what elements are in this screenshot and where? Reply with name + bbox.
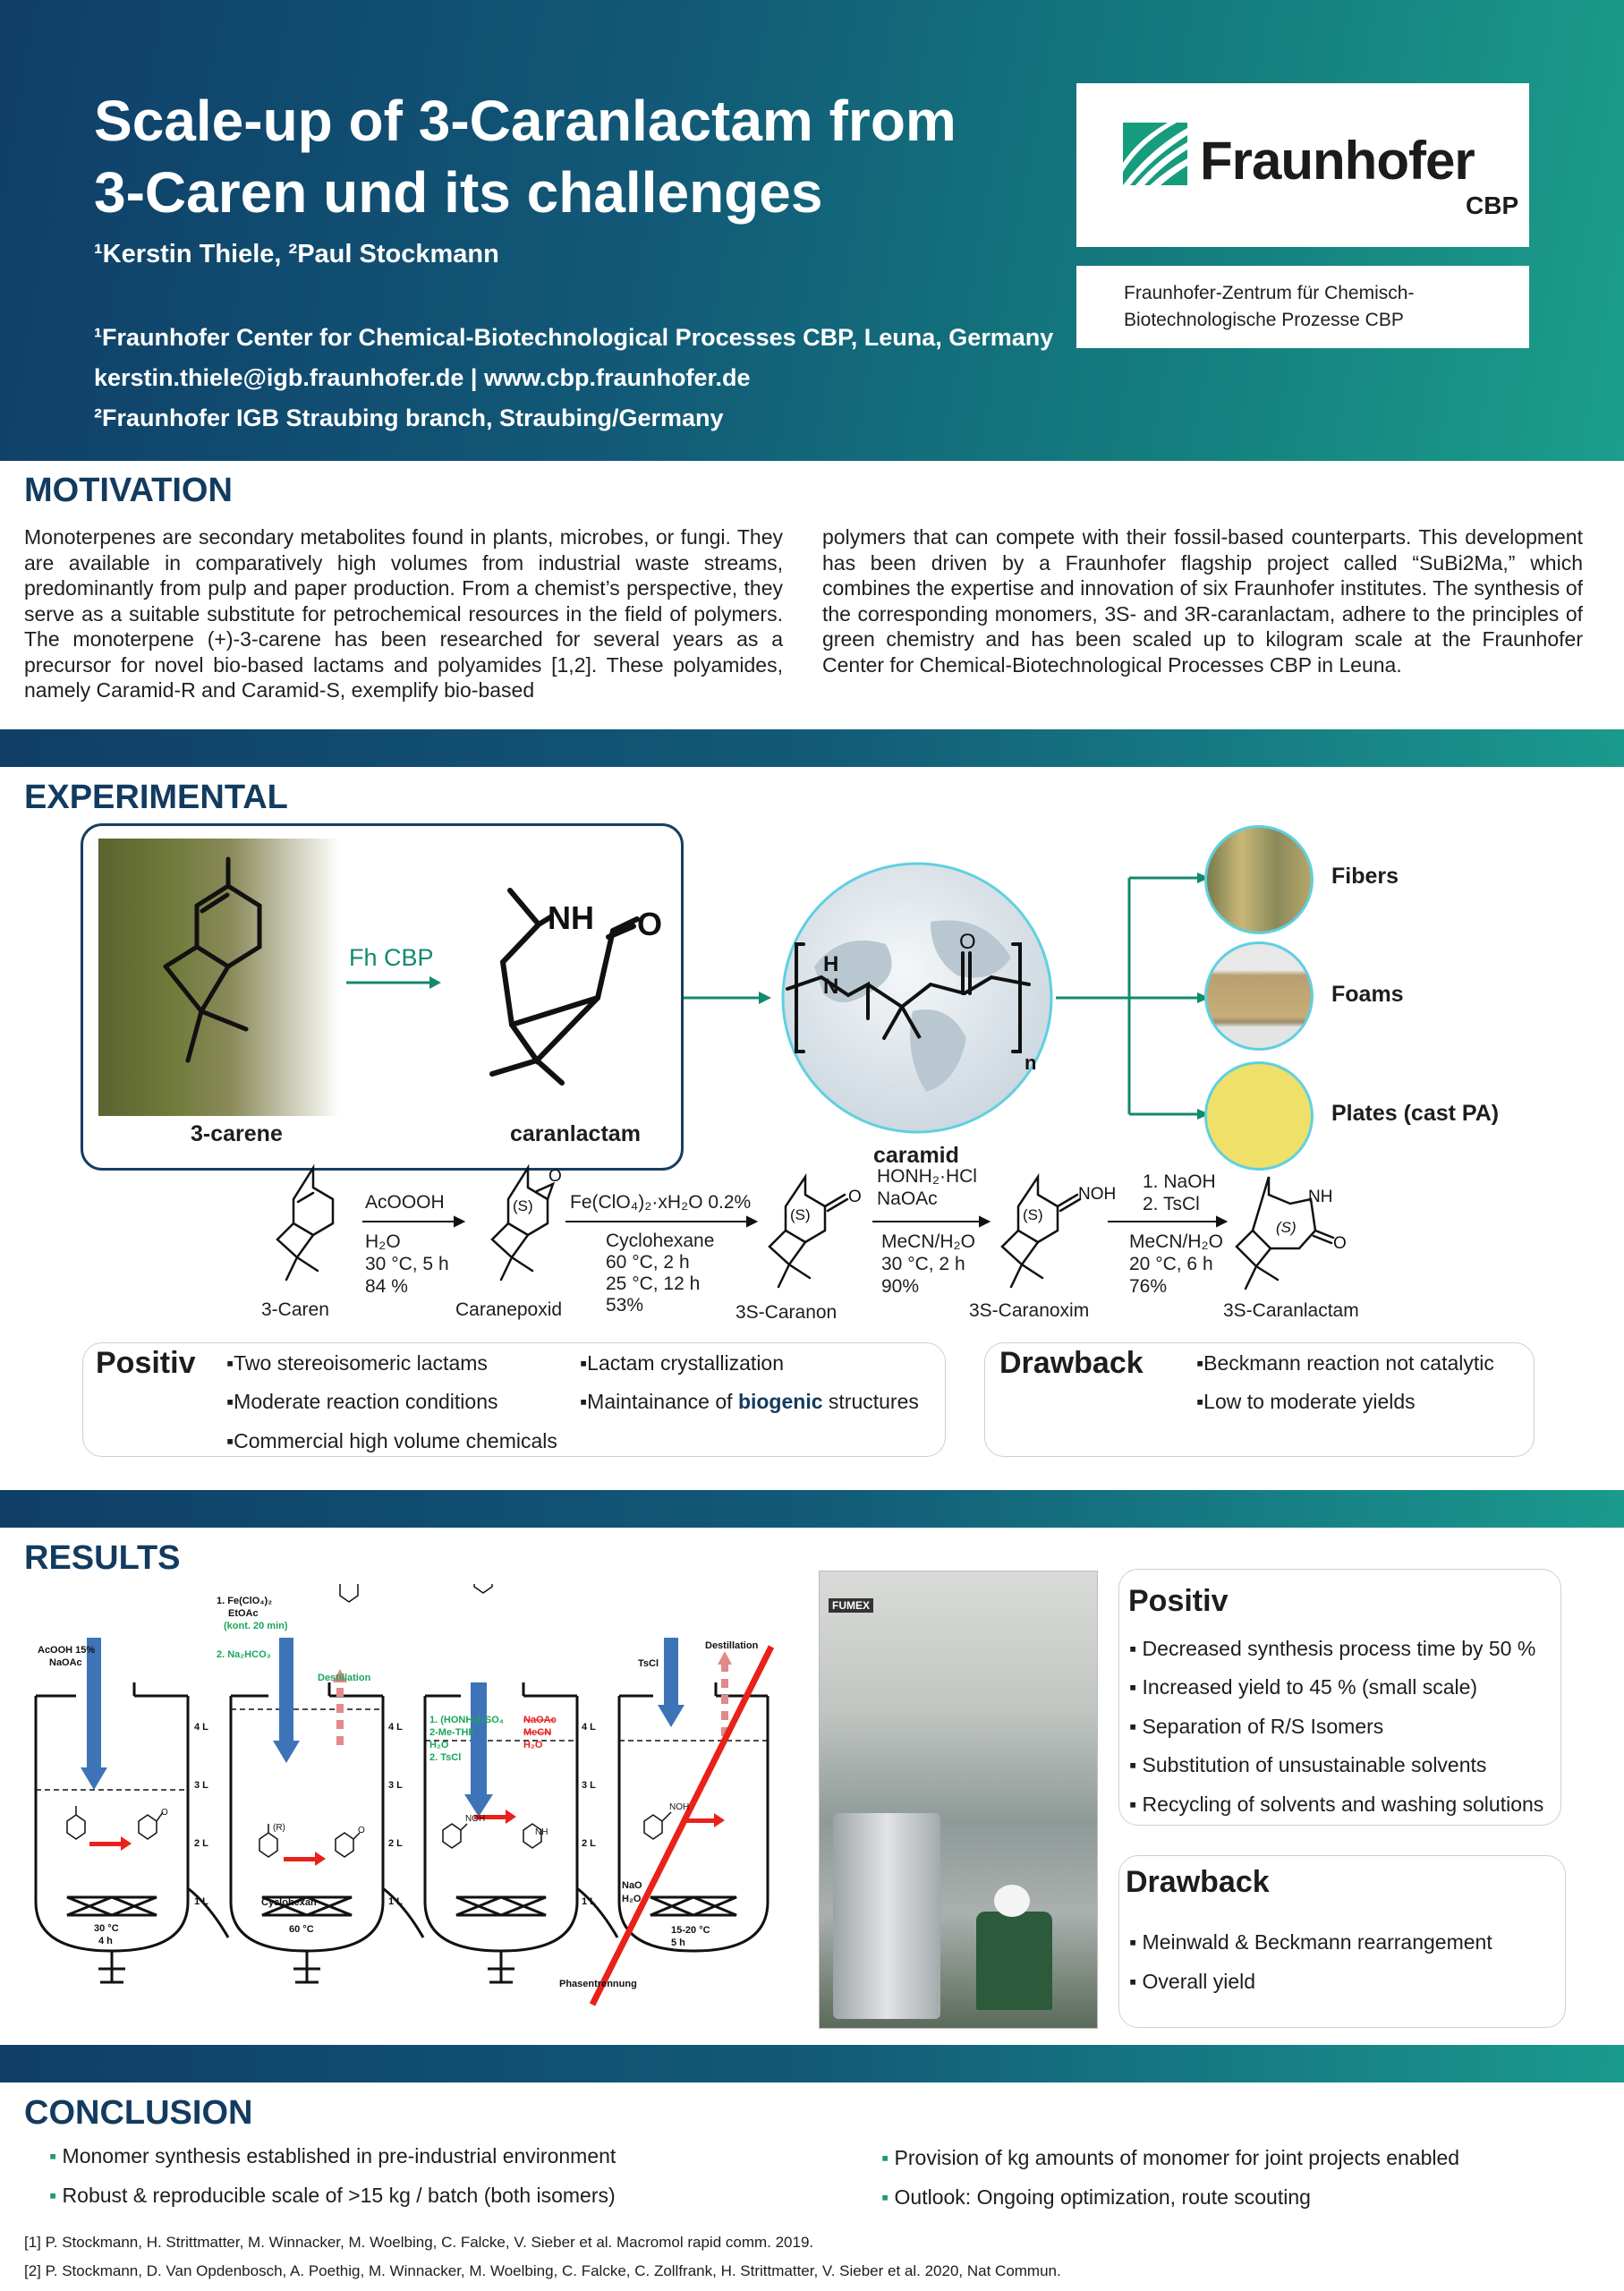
contact-line[interactable]: kerstin.thiele@igb.fraunhofer.de | www.cbp.fraunhofer.de [94, 364, 751, 391]
exp-drawback-item-1: ▪Beckmann reaction not catalytic [1196, 1351, 1494, 1375]
experimental-title: EXPERIMENTAL [24, 779, 288, 816]
exp-positiv-item-2: ▪Moderate reaction conditions [226, 1390, 498, 1413]
conclusion-left-1-text: Monomer synthesis established in pre-industrial environment [62, 2144, 616, 2168]
r4-distillation: Destillation [705, 1640, 759, 1651]
r1-top-2: NaOAc [49, 1657, 82, 1668]
step3-reagent-1: HONH₂·HCl [877, 1166, 977, 1187]
photo-operator [976, 1912, 1052, 2010]
photo-vessel [833, 1813, 940, 2019]
stereo-label-2: (S) [790, 1206, 811, 1223]
r2-level-2: 2 L [388, 1838, 403, 1849]
pilot-plant-photo [819, 1571, 1098, 2029]
lactam-nh-label: NH [548, 899, 594, 936]
application-branch-arrows-icon [1056, 873, 1217, 1132]
r3-level-4: 4 L [582, 1722, 596, 1733]
r3-struck-3: H₂O [523, 1740, 543, 1750]
motivation-col-1: Monoterpenes are secondary metabolites found in plants, microbes, or fungi. They are available in comparatively high volumes from industrial waste streams, predominantly from pulp and paper production. From a chemist’s perspective, they serve as a suitable substitute for petrochemical resources in the field of polymers. The monoterpene (+)-3-carene has been researched for several years as a precursor for novel bio-based lactams and polyamides [1,2]. These polyamides, namely Caramid-R and Caramid-S, exemplify bio-based [24, 525, 783, 702]
caranlactam-caption: caranlactam [510, 1121, 641, 1146]
step3-reagent-2: NaOAc [877, 1188, 938, 1209]
oxime-noh-label: NOH [1078, 1185, 1117, 1204]
application-fibers: Fibers [1331, 864, 1399, 889]
exp-positiv-item-5 [580, 1390, 919, 1414]
step2-reagent: Fe(ClO₄)₂·xH₂O 0.2% [570, 1192, 752, 1213]
conclusion-left-2-text: Robust & reproducible scale of >15 kg / batch (both isomers) [62, 2184, 616, 2207]
exp-positiv-item-5-bold: biogenic [737, 1390, 823, 1413]
r3-level-2: 2 L [582, 1838, 596, 1849]
title-line-1: Scale-up of 3-Caranlactam from [94, 89, 957, 153]
step1-conditions [365, 1231, 449, 1298]
r1-product-o: O [161, 1808, 168, 1818]
r3-oxime-noh: NOH [465, 1814, 486, 1824]
experimental-positiv-head: Positiv [96, 1346, 196, 1380]
r1-level-2: 2 L [194, 1838, 208, 1849]
polymer-h-label: H [823, 952, 839, 976]
bullet-icon: ▪ [881, 2185, 889, 2209]
step3-yield: 90% [881, 1276, 920, 1297]
affiliation-2: ²Fraunhofer IGB Straubing branch, Straubing/Germany [94, 405, 724, 431]
caramid-globe-icon [778, 859, 1056, 1137]
step3-solvent: MeCN/H₂O [881, 1231, 975, 1252]
res-drawback-item-2: ▪ Overall yield [1129, 1970, 1256, 1993]
results-drawback-head: Drawback [1126, 1865, 1270, 1899]
r2-top-2: EtOAc [228, 1608, 259, 1619]
step4-reagent-2: 2. TsCl [1143, 1194, 1200, 1214]
r3-struck-2: MeCN [523, 1727, 552, 1738]
res-positiv-item-1: ▪ Decreased synthesis process time by 50 % [1129, 1637, 1536, 1660]
compound-caranlactam: 3S-Caranlactam [1223, 1300, 1359, 1321]
r2-stereo: (R) [273, 1823, 285, 1833]
affiliation-1: ¹Fraunhofer Center for Chemical-Biotechnological Processes CBP, Leuna, Germany [94, 324, 1054, 351]
stereo-label-1: (S) [513, 1197, 533, 1214]
title-line-2: 3-Caren und its challenges [94, 160, 823, 225]
ketone-o-label: O [848, 1188, 862, 1206]
r1-level-1: 1 L [194, 1896, 208, 1907]
motivation-title: MOTIVATION [24, 472, 233, 509]
step1-temp: 30 °C, 5 h [365, 1254, 449, 1274]
step3-conditions [881, 1231, 975, 1298]
logo-name: Fraunhofer [1200, 131, 1475, 191]
conclusion-right-1 [881, 2146, 1459, 2170]
polymer-n-label: N [823, 975, 839, 999]
carene-structure-icon [134, 850, 304, 1074]
polymer-subscript-n: n [1025, 1052, 1037, 1074]
r2-level-3: 3 L [388, 1780, 403, 1791]
r3-top-2: 2-Me-THF [429, 1727, 475, 1738]
exp-positiv-item-3: ▪Commercial high volume chemicals [226, 1429, 557, 1452]
box-to-polymer-arrow-icon [684, 989, 773, 1007]
r1-bottom-2: 4 h [98, 1936, 113, 1946]
step1-solvent: H₂O [365, 1231, 401, 1252]
r2-level-4: 4 L [388, 1722, 403, 1733]
section-divider-1 [0, 729, 1624, 767]
compound-3-caren: 3-Caren [261, 1299, 329, 1320]
r3-phasentrennung: Phasentrennung [559, 1979, 637, 1989]
res-positiv-item-5: ▪ Recycling of solvents and washing solutions [1129, 1793, 1544, 1816]
fibers-image [1204, 825, 1314, 934]
r4-side-2: H₂O [622, 1894, 642, 1904]
r1-level-3: 3 L [194, 1780, 208, 1791]
motivation-col-2: polymers that can compete with their fossil-based counterparts. This development has been driven by a Fraunhofer flagship project called “SuBi2Ma,” which combines the expertise and innovation of six Fraunhofer institutes. The synthesis of the corresponding monomers, 3S- and 3R-caranlactam, adhere to the principles of green chemistry and has been scaled up to kilogram scale at the Fraunhofer Center for Chemical-Biotechnological Processes CBP in Leuna. [822, 525, 1583, 677]
r3-top-4: 2. TsCl [429, 1752, 462, 1763]
step4-yield: 76% [1129, 1276, 1168, 1297]
caranlactam-structure-icon [465, 881, 680, 1092]
res-positiv-item-3: ▪ Separation of R/S Isomers [1129, 1715, 1384, 1738]
conclusion-left-1 [49, 2144, 616, 2168]
step2-conditions [606, 1231, 714, 1316]
r3-top-1: 1. (HONH₃)₂SO₄ [429, 1715, 505, 1725]
fraunhofer-logo [1076, 83, 1529, 247]
step2-solvent: Cyclohexane [606, 1231, 715, 1251]
reactor-process-diagram [27, 1584, 787, 2014]
conclusion-right-1-text: Provision of kg amounts of monomer for joint projects enabled [894, 2146, 1460, 2169]
bullet-icon: ▪ [881, 2146, 889, 2169]
poster-title [94, 85, 1060, 228]
conclusion-title: CONCLUSION [24, 2094, 253, 2132]
compound-caranoxim: 3S-Caranoxim [969, 1300, 1090, 1321]
conclusion-right-2 [881, 2185, 1311, 2210]
res-positiv-item-4: ▪ Substitution of unsustainable solvents [1129, 1753, 1487, 1776]
logo-sub: CBP [1466, 192, 1519, 219]
exp-positiv-item-1: ▪Two stereoisomeric lactams [226, 1351, 488, 1375]
exp-positiv-item-5-post: structures [822, 1390, 919, 1413]
r2-bottom-2: 60 °C [289, 1924, 314, 1935]
step4-solvent: MeCN/H₂O [1129, 1231, 1223, 1252]
application-plates: Plates (cast PA) [1331, 1101, 1500, 1126]
r2-product-o: O [358, 1826, 365, 1835]
results-title: RESULTS [24, 1539, 181, 1577]
stereo-label-3: (S) [1023, 1206, 1043, 1223]
plates-image [1204, 1061, 1314, 1171]
epoxide-o-label: O [548, 1167, 562, 1186]
photo-helmet [994, 1885, 1030, 1917]
institute-line-2: Biotechnologische Prozesse CBP [1124, 310, 1404, 330]
compound-caranon: 3S-Caranon [735, 1302, 838, 1323]
r4-top: TsCl [638, 1658, 659, 1669]
r4-bottom-2: 5 h [671, 1938, 685, 1948]
foams-image [1204, 941, 1314, 1051]
r4-bottom-1: 15-20 °C [671, 1925, 710, 1936]
r4-side-1: NaO [622, 1880, 642, 1891]
institute-name-box [1076, 266, 1529, 348]
r2-top-4: 2. Na₂HCO₃ [217, 1649, 271, 1660]
lactam-scheme-nh-label: NH [1308, 1188, 1333, 1206]
r4-oxime-noh: NOH [669, 1802, 690, 1812]
r1-level-4: 4 L [194, 1722, 208, 1733]
fh-cbp-label: Fh CBP [349, 944, 434, 971]
step4-reagents [1143, 1171, 1216, 1215]
r3-top-3: H₂O [429, 1740, 449, 1750]
authors: ¹Kerstin Thiele, ²Paul Stockmann [94, 240, 499, 268]
r1-top-1: AcOOH 15% [38, 1645, 96, 1656]
exp-drawback-item-2: ▪Low to moderate yields [1196, 1390, 1416, 1413]
fraunhofer-mark-icon [1123, 123, 1187, 185]
res-positiv-item-2: ▪ Increased yield to 45 % (small scale) [1129, 1675, 1478, 1699]
application-foams: Foams [1331, 982, 1404, 1007]
conclusion-right-2-text: Outlook: Ongoing optimization, route scouting [894, 2185, 1311, 2209]
compound-caranepoxid: Caranepoxid [455, 1299, 563, 1320]
step2-yield: 53% [606, 1295, 644, 1316]
r2-top-3: (kont. 20 min) [224, 1621, 288, 1631]
bullet-icon: ▪ [49, 2144, 57, 2168]
step4-temp: 20 °C, 6 h [1129, 1254, 1213, 1274]
lactam-o-label: O [637, 906, 663, 942]
r2-distillation: Destillation [318, 1673, 371, 1683]
r3-struck-1: NaOAc [523, 1715, 557, 1725]
experimental-drawback-head: Drawback [999, 1346, 1144, 1380]
caramid-label: caramid [873, 1143, 959, 1168]
r3-lactam-nh: NH [535, 1827, 548, 1837]
bullet-icon: ▪ [49, 2184, 57, 2207]
fh-cbp-arrow-icon [344, 974, 443, 992]
step2-temp-1: 60 °C, 2 h [606, 1252, 690, 1273]
step2-temp-2: 25 °C, 12 h [606, 1273, 701, 1294]
stereo-label-4: (S) [1276, 1219, 1297, 1236]
exp-positiv-item-4: ▪Lactam crystallization [580, 1351, 785, 1375]
r2-level-1: 1 L [388, 1896, 403, 1907]
results-positiv-head: Positiv [1128, 1584, 1229, 1618]
step4-reagent-1: 1. NaOH [1143, 1171, 1216, 1192]
section-divider-3 [0, 2045, 1624, 2082]
res-drawback-item-1: ▪ Meinwald & Beckmann rearrangement [1129, 1930, 1492, 1954]
r3-level-3: 3 L [582, 1780, 596, 1791]
reference-2: [2] P. Stockmann, D. Van Opdenbosch, A. Poethig, M. Winnacker, M. Woelbing, C. Falcke, C. Zollfrank, H. Strittmatter, V. Sieber et al. 2020, Nat Commun. [24, 2262, 1061, 2279]
section-divider-2 [0, 1490, 1624, 1528]
r3-level-1: 1 L [582, 1896, 596, 1907]
step4-conditions [1129, 1231, 1223, 1298]
institute-line-1: Fraunhofer-Zentrum für Chemisch- [1124, 283, 1415, 303]
reference-1: [1] P. Stockmann, H. Strittmatter, M. Winnacker, M. Woelbing, C. Falcke, V. Sieber et al. Macromol rapid comm. 2019. [24, 2234, 814, 2251]
polymer-o-label: O [959, 930, 976, 954]
carene-caption: 3-carene [191, 1121, 283, 1146]
step3-temp: 30 °C, 2 h [881, 1254, 965, 1274]
r2-top-1: 1. Fe(ClO₄)₂ [217, 1596, 273, 1606]
lactam-scheme-o-label: O [1333, 1234, 1347, 1253]
r1-bottom-1: 30 °C [94, 1923, 119, 1934]
step1-reagent: AcOOOH [365, 1192, 445, 1213]
conclusion-left-2 [49, 2184, 616, 2208]
step1-yield: 84 % [365, 1276, 408, 1297]
exp-positiv-item-5-pre: ▪Maintainance of [580, 1390, 738, 1413]
photo-brand: FUMEX [829, 1598, 873, 1613]
r2-bottom-1: Cyclohexan [261, 1897, 317, 1908]
step3-reagents [877, 1165, 977, 1210]
